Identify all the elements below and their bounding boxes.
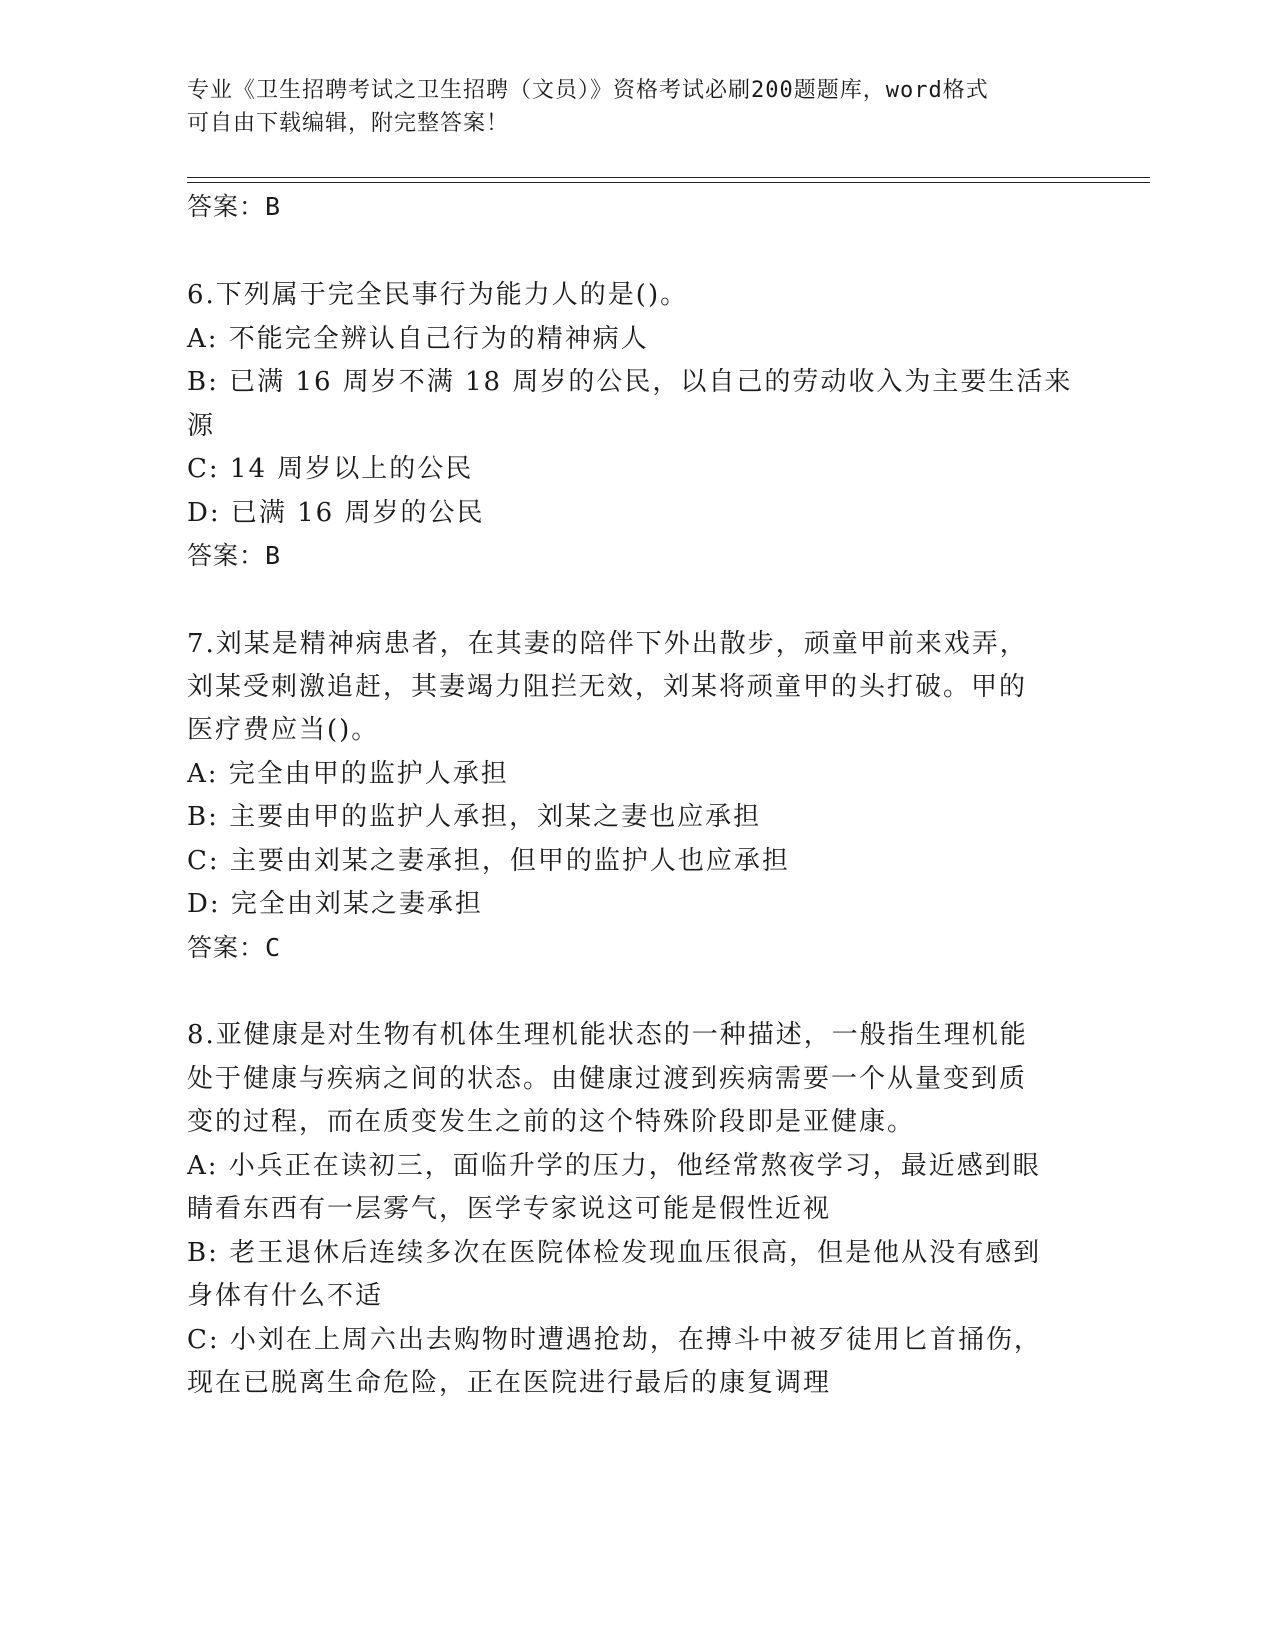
header-rule-top [187,177,1150,178]
q7-question-line-2: 刘某受刺激追赶，其妻竭力阻拦无效，刘某将顽童甲的头打破。甲的 [187,672,1028,702]
q6-option-c: C: 14 周岁以上的公民 [187,454,474,484]
document-header [187,74,1067,140]
q8-option-a-line-1: A: 小兵正在读初三，面临升学的压力，他经常熬夜学习，最近感到眼 [187,1151,1041,1181]
q7-question-line-3: 医疗费应当()。 [187,715,380,745]
header-line-2: 可自由下载编辑，附完整答案！ [187,111,510,136]
header-line-1: 专业《卫生招聘考试之卫生招聘（文员）》资格考试必刷200题题库，word格式 [187,78,989,103]
q8-question-line-2: 处于健康与疾病之间的状态。由健康过渡到疾病需要一个从量变到质 [187,1064,1028,1094]
q7-answer: 答案：C [187,933,282,962]
q6-question: 6.下列属于完全民事行为能力人的是()。 [187,280,689,310]
q8-option-c-line-1: C: 小刘在上周六出去购物时遭遇抢劫，在搏斗中被歹徒用匕首捅伤， [187,1325,1042,1355]
q8-option-b-line-2: 身体有什么不适 [187,1281,384,1311]
previous-answer: 答案：B [187,192,282,221]
q6-option-a: A: 不能完全辨认自己行为的精神病人 [187,324,649,354]
q8-option-b-line-1: B: 老王退休后连续多次在医院体检发现血压很高，但是他从没有感到 [187,1238,1042,1268]
q8-question-line-1: 8.亚健康是对生物有机体生理机能状态的一种描述，一般指生理机能 [187,1020,1028,1050]
q8-option-c-line-2: 现在已脱离生命危险，正在医院进行最后的康复调理 [187,1368,832,1398]
q6-option-b-line-2: 源 [187,411,216,441]
q7-option-d: D: 完全由刘某之妻承担 [187,889,483,919]
q8-option-a-line-2: 睛看东西有一层雾气，医学专家说这可能是假性近视 [187,1194,832,1224]
q6-option-d: D: 已满 16 周岁的公民 [187,498,485,528]
q7-question-line-1: 7.刘某是精神病患者，在其妻的陪伴下外出散步，顽童甲前来戏弄， [187,629,1028,659]
q6-answer: 答案：B [187,541,282,570]
q7-option-c: C: 主要由刘某之妻承担，但甲的监护人也应承担 [187,846,790,876]
q7-option-b: B: 主要由甲的监护人承担，刘某之妻也应承担 [187,802,762,832]
q7-option-a: A: 完全由甲的监护人承担 [187,759,509,789]
header-rule-bottom [187,182,1150,183]
q8-question-line-3: 变的过程，而在质变发生之前的这个特殊阶段即是亚健康。 [187,1107,916,1137]
q6-option-b-line-1: B: 已满 16 周岁不满 18 周岁的公民，以自己的劳动收入为主要生活来 [187,367,1073,397]
